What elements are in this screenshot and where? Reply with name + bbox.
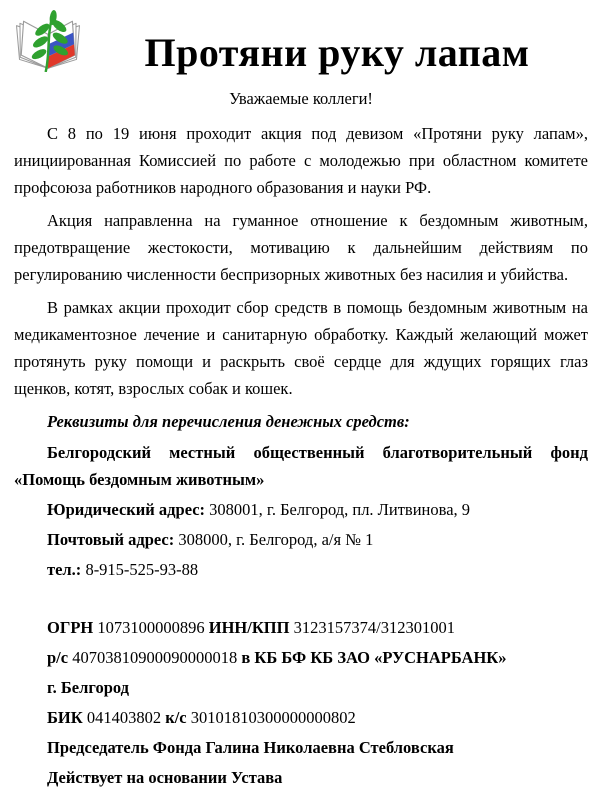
- corr-value: 30101810300000000802: [186, 708, 356, 727]
- legal-address-line: [14, 496, 588, 523]
- paragraph-campaign-goal: Акция направленна на гуманное отношение к бездомным животным, предотвращение жестокости, мотивацию к дальнейшим действиям по регулированию численности беспризорных животных без насилия и убийства.: [14, 211, 588, 284]
- ogrn-value: 1073100000896: [93, 618, 209, 637]
- corr-label: к/с: [165, 708, 187, 727]
- chairman-name: Председатель Фонда Галина Николаевна Стебловская: [47, 738, 454, 757]
- account-line: [14, 644, 588, 671]
- ogrn-inn-line: [14, 614, 588, 641]
- phone-line: [14, 556, 588, 583]
- account-value: 40703810900090000018: [68, 648, 242, 667]
- requisites-heading: Реквизиты для перечисления денежных средств:: [47, 412, 410, 431]
- inn-kpp-value: 3123157374/312301001: [289, 618, 455, 637]
- paragraph-fundraising: В рамках акции проходит сбор средств в помощь бездомным животным на медикаментозное лечение и санитарную обработку. Каждый желающий может протянуть руку помощи и раскрыть своё сердце для ждущих горящих глаз щенков, котят, взрослых собак и кошек.: [14, 298, 588, 398]
- chairman-line: [14, 734, 588, 761]
- bik-corr-line: [14, 704, 588, 731]
- postal-address-line: [14, 526, 588, 553]
- phone-label: тел.:: [47, 560, 82, 579]
- legal-address-label: Юридический адрес:: [47, 500, 206, 519]
- ogrn-label: ОГРН: [47, 618, 94, 637]
- union-logo: [16, 10, 80, 72]
- inn-kpp-label: ИНН/КПП: [208, 618, 290, 637]
- bank-city-line: [14, 674, 588, 701]
- legal-address-value: 308001, г. Белгород, пл. Литвинова, 9: [205, 500, 471, 519]
- postal-address-value: 308000, г. Белгород, а/я № 1: [174, 530, 374, 549]
- fund-name: Белгородский местный общественный благотворительный фонд «Помощь бездомным животным»: [14, 443, 588, 489]
- bik-label: БИК: [47, 708, 83, 727]
- phone-value: 8-915-525-93-88: [81, 560, 199, 579]
- salutation: Уважаемые коллеги!: [229, 89, 373, 108]
- basis-text: Действует на основании Устава: [47, 768, 283, 787]
- bank-name: в КБ БФ КБ ЗАО «РУСНАРБАНК»: [241, 648, 507, 667]
- postal-address-label: Почтовый адрес:: [47, 530, 175, 549]
- bik-value: 041403802: [82, 708, 166, 727]
- blank-line: [14, 586, 588, 614]
- account-label: р/с: [47, 648, 69, 667]
- union-logo-icon: [16, 10, 80, 72]
- paragraph-campaign-dates: С 8 по 19 июня проходит акция под девизом «Протяни руку лапам», инициированная Комиссией по работе с молодежью при областном комитете профсоюза работников народного образования и науки РФ.: [14, 124, 588, 197]
- page-title: Протяни руку лапам: [144, 30, 530, 75]
- bank-city: г. Белгород: [47, 678, 130, 697]
